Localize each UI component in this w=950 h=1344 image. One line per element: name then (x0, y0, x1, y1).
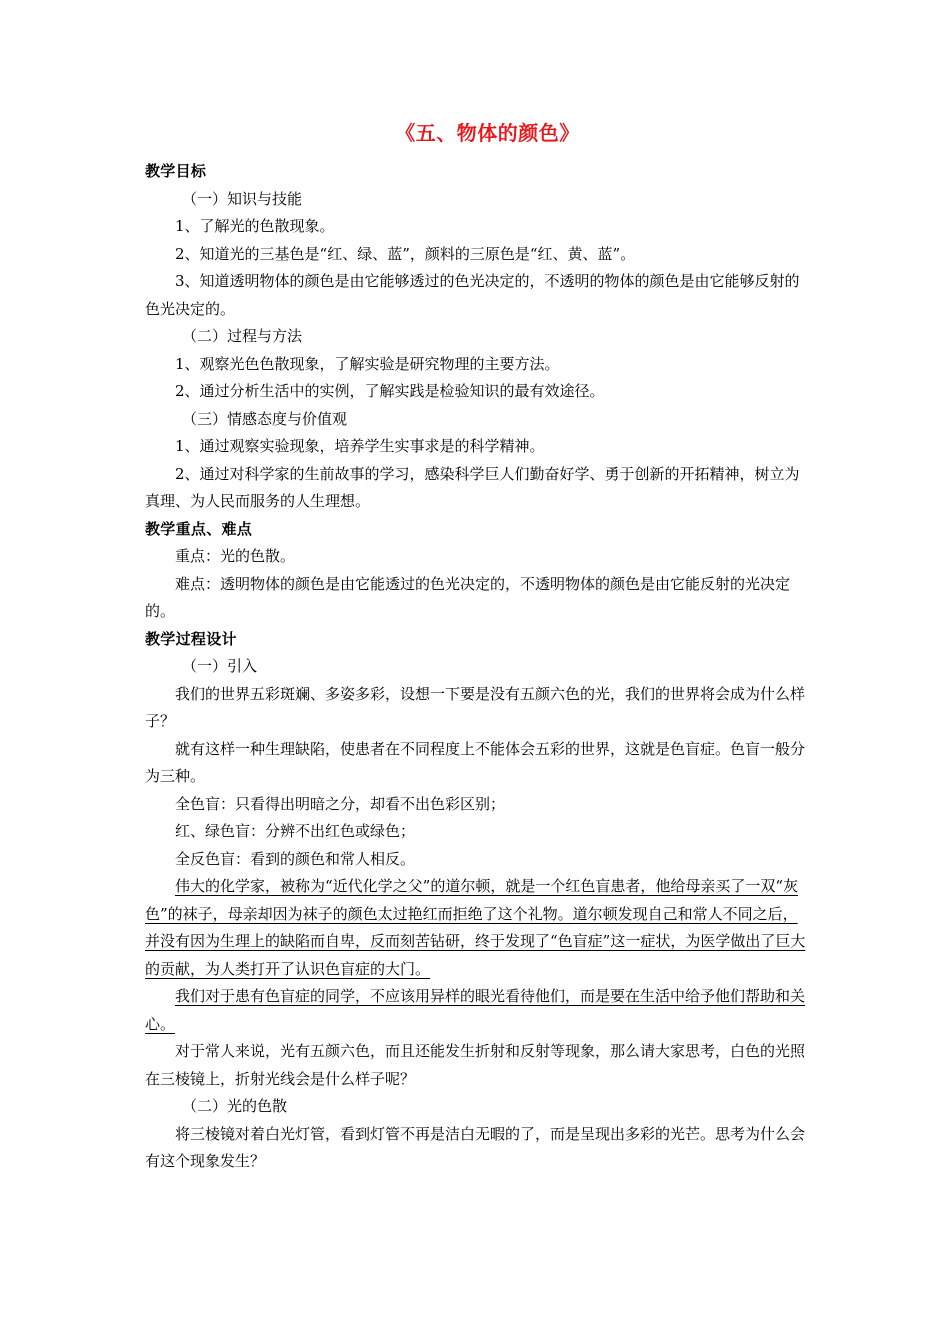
underlined-text: 我们对于患有色盲症的同学，不应该用异样的眼光看待他们，而是要在生活中给予他们帮助和关心。 (145, 987, 806, 1033)
paragraph: 将三棱镜对着白光灯管，看到灯管不再是洁白无暇的了，而是呈现出多彩的光芒。思考为什么会有这个现象发生？ (145, 1124, 806, 1170)
objective-item: 1、观察光色色散现象，了解实验是研究物理的主要方法。 (175, 354, 560, 373)
subheading-dispersion: （二）光的色散 (182, 1097, 288, 1115)
objective-item: 2、通过对科学家的生前故事的学习，感染科学巨人们勤奋好学、勇于创新的开拓精神，树立为真理、为人民而服务的人生理想。 (145, 464, 800, 510)
underlined-text: 伟大的化学家，被称为“近代化学之父”的道尔顿，就是一个红色盲患者，他给母亲买了一双“灰色”的袜子，母亲却因为袜子的颜色太过艳红而拒绝了这个礼物。道尔顿发现自己和常人不同之后，并没有因为生理上的缺陷而自卑，反而刻苦钻研，终于发现了“色盲症”这一症状，为医学做出了巨大的贡献，为人类打开了认识色盲症的大门。 (145, 877, 806, 978)
subheading-process-method: （二）过程与方法 (182, 327, 303, 345)
section-heading-keypoints: 教学重点、难点 (145, 519, 253, 538)
paragraph: 就有这样一种生理缺陷，使患者在不同程度上不能体会五彩的世界，这就是色盲症。色盲一般分为三种。 (145, 739, 806, 785)
paragraph: 我们的世界五彩斑斓、多姿多彩，设想一下要是没有五颜六色的光，我们的世界将会成为什么样子？ (145, 684, 806, 730)
paragraph: 全反色盲：看到的颜色和常人相反。 (175, 849, 416, 868)
difficult-point: 难点：透明物体的颜色是由它能透过的色光决定的，不透明物体的颜色是由它能反射的光决定的。 (145, 574, 791, 620)
objective-item: 3、知道透明物体的颜色是由它能够透过的色光决定的，不透明的物体的颜色是由它能够反射的色光决定的。 (145, 272, 800, 318)
subheading-knowledge: （一）知识与技能 (182, 189, 303, 208)
document-title: 《五、物体的颜色》 (395, 121, 580, 145)
objective-item: 2、知道光的三基色是“红、绿、蓝”，颜料的三原色是“红、黄、蓝”。 (175, 244, 636, 263)
objective-item: 2、通过分析生活中的实例，了解实践是检验知识的最有效途径。 (175, 382, 605, 400)
objective-item: 1、通过观察实验现象，培养学生实事求是的科学精神。 (175, 437, 545, 455)
key-point: 重点：光的色散。 (175, 547, 296, 565)
subheading-attitude: （三）情感态度与价值观 (182, 409, 348, 428)
underlined-paragraph-care (145, 983, 810, 1038)
paragraph: 对于常人来说，光有五颜六色，而且还能发生折射和反射等现象，那么请大家思考，白色的光照在三棱镜上，折射光线会是什么样子呢？ (145, 1042, 806, 1088)
underlined-paragraph-dalton (145, 873, 810, 983)
paragraph: 红、绿色盲：分辨不出红色或绿色； (175, 822, 416, 840)
subheading-introduction: （一）引入 (182, 657, 258, 675)
section-heading-process: 教学过程设计 (145, 629, 237, 648)
paragraph: 全色盲：只看得出明暗之分，却看不出色彩区别； (175, 794, 506, 813)
document-page (145, 118, 810, 1176)
section-heading-objectives: 教学目标 (145, 162, 207, 180)
objective-item: 1、了解光的色散现象。 (175, 217, 335, 235)
